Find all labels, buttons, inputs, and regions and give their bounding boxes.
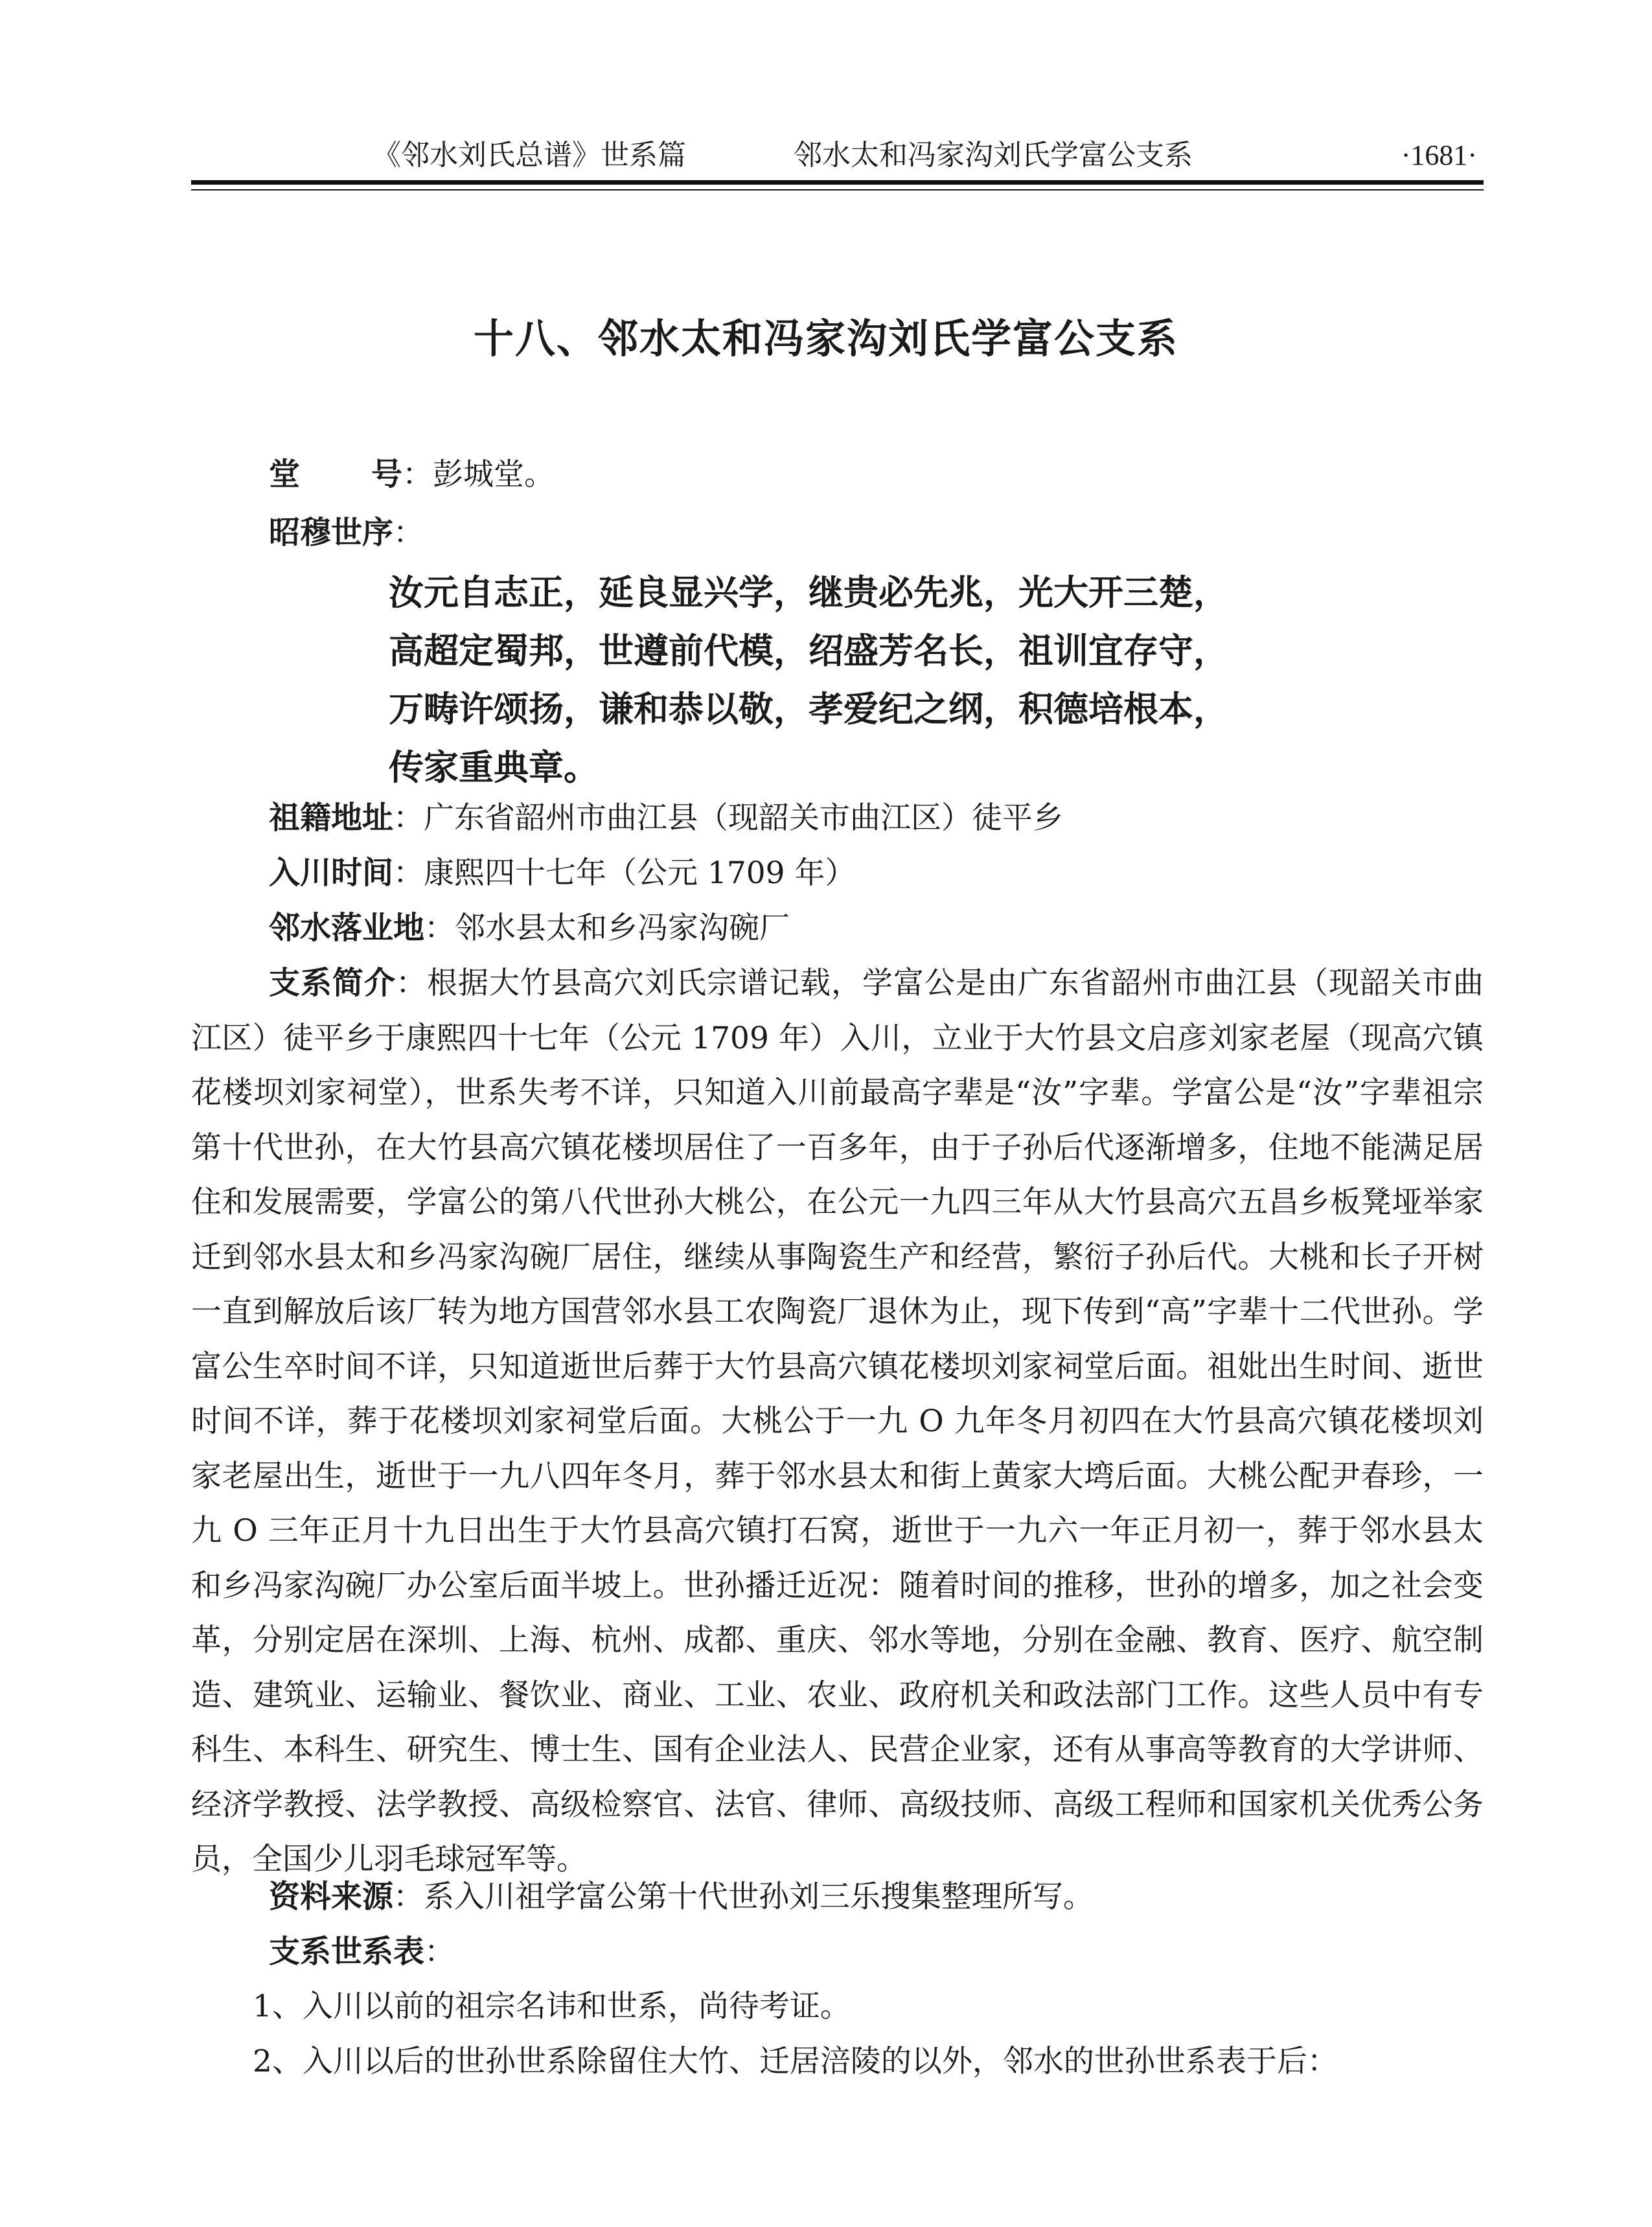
ancestral-home-line [269, 790, 1561, 846]
note-item: 2、入川以后的世孙世系除留住大竹、迁居涪陵的以外，邻水的世孙世系表于后： [253, 2044, 1338, 2079]
lineage-table-line [269, 1924, 1561, 1979]
settlement-value: 邻水县太和乡冯家沟碗厂 [455, 910, 790, 946]
generation-order-line [269, 505, 1561, 560]
header-rule-thin [191, 189, 1484, 190]
running-header [191, 133, 1484, 178]
hall-name-label-a: 堂 [269, 456, 301, 492]
poem-line: 万畴许颂扬，谦和恭以敬，孝爱纪之纲，积德培根本， [389, 689, 1228, 730]
book-title: 《邻水刘氏总谱》世系篇 [373, 139, 686, 172]
settlement-line [269, 901, 1561, 956]
ancestral-home-label: 祖籍地址 [269, 800, 394, 836]
hall-name-line [269, 447, 1561, 502]
entry-time-label: 入川时间 [269, 855, 394, 891]
ancestral-home-value: 广东省韶州市曲江县（现韶关市曲江区）徒平乡 [424, 800, 1064, 836]
entry-time-line [269, 846, 1561, 901]
settlement-sep: ： [424, 910, 455, 946]
intro-label: 支系简介 [269, 965, 396, 1001]
section-title: 邻水太和冯家沟刘氏学富公支系 [794, 139, 1193, 172]
chapter-title: 十八、邻水太和冯家沟刘氏学富公支系 [473, 315, 1178, 362]
generation-poem [389, 564, 1490, 797]
source-label: 资料来源 [269, 1878, 394, 1915]
note-item: 1、入川以前的祖宗名讳和世系，尚待考证。 [253, 1989, 851, 2024]
intro-text: 根据大竹县高穴刘氏宗谱记载，学富公是由广东省韶州市曲江县（现韶关市曲江区）徒平乡于康熙四十七年（公元 1709 年）入川，立业于大竹县文启彦刘家老屋（现高穴镇花楼坝刘家祠堂），世系失考不详，只知道入川前最高字辈是“汝”字辈。学富公是“汝”字辈祖宗第十代世孙，在大竹县高穴镇花楼坝居住了一百多年，由于子孙后代逐渐增多，住地不能满足居住和发展需要，学富公的第八代世孙大桃公，在公元一九四三年从大竹县高穴五昌乡板凳垭举家迁到邻水县太和乡冯家沟碗厂居住，继续从事陶瓷生产和经营，繁衍子孙后代。大桃和长子开树一直到解放后该厂转为地方国营邻水县工农陶瓷厂退休为止，现下传到“高”字辈十二代世孙。学富公生卒时间不详，只知道逝世后葬于大竹县高穴镇花楼坝刘家祠堂后面。祖妣出生时间、逝世时间不详，葬于花楼坝刘家祠堂后面。大桃公于一九 O 九年冬月初四在大竹县高穴镇花楼坝刘家老屋出生，逝世于一九八四年冬月，葬于邻水县太和街上黄家大塆后面。大桃公配尹春珍，一九 O 三年正月十九日出生于大竹县高穴镇打石窝，逝世于一九六一年正月初一，葬于邻水县太和乡冯家沟碗厂办公室后面半坡上。世孙播迁近况：随着时间的推移，世孙的增多，加之社会变革，分别定居在深圳、上海、杭州、成都、重庆、邻水等地，分别在金融、教育、医疗、航空制造、建筑业、运输业、餐饮业、商业、工业、农业、政府机关和政法部门工作。这些人员中有专科生、本科生、研究生、博士生、国有企业法人、民营企业家，还有从事高等教育的大学讲师、经济学教授、法学教授、高级检察官、法官、律师、高级技师、高级工程师和国家机关优秀公务员，全国少儿羽毛球冠军等。 [191, 965, 1484, 1877]
poem-line: 汝元自志正，延良显兴学，继贵必先兆，光大开三楚， [389, 572, 1228, 613]
source-value: 系入川祖学富公第十代世孙刘三乐搜集整理所写。 [424, 1879, 1094, 1915]
ancestral-home-sep: ： [393, 800, 424, 836]
lineage-table-label: 支系世系表 [269, 1933, 425, 1970]
hall-name-value: 彭城堂。 [433, 457, 555, 492]
entry-time-value: 康熙四十七年（公元 1709 年） [424, 855, 856, 891]
header-rule-thick [191, 180, 1484, 185]
hall-name-sep: ： [402, 457, 433, 492]
intro-sep: ： [396, 965, 427, 1001]
poem-line: 高超定蜀邦，世遵前代模，绍盛芳名长，祖训宜存守， [389, 630, 1228, 671]
entry-time-sep: ： [393, 855, 424, 891]
hall-name-label-b: 号 [371, 456, 403, 492]
source-sep: ： [393, 1879, 424, 1915]
generation-order-sep: ： [393, 515, 424, 551]
intro-paragraph [191, 956, 1484, 1887]
source-line [269, 1869, 1561, 1924]
settlement-label: 邻水落业地 [269, 910, 425, 946]
poem-line: 传家重典章。 [389, 747, 599, 788]
page-number: ·1681· [1401, 139, 1477, 171]
lineage-table-sep: ： [424, 1934, 455, 1970]
generation-order-label: 昭穆世序 [269, 514, 394, 551]
